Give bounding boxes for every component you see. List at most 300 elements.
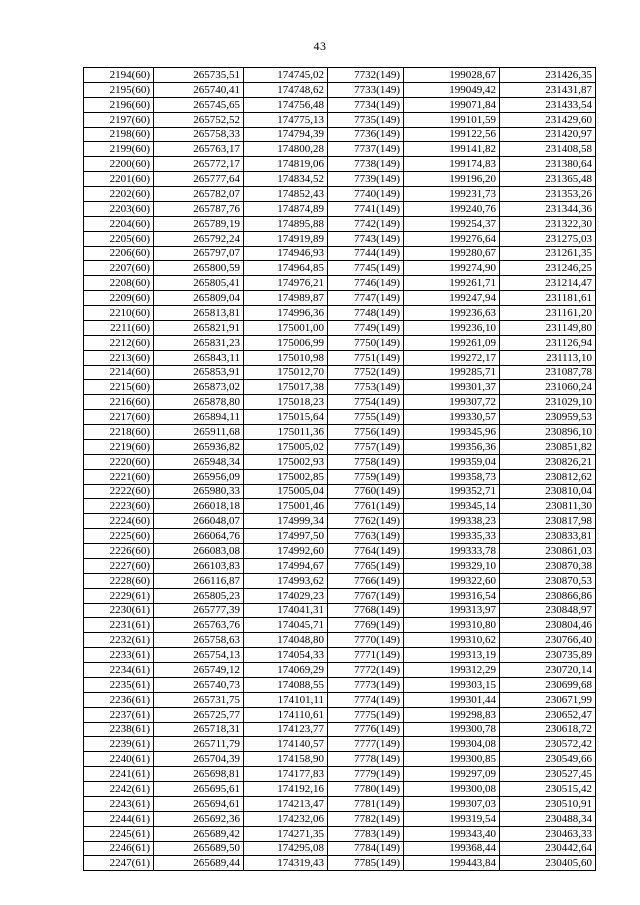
table-cell: 230652,47 [500, 707, 596, 722]
table-cell: 231113,10 [500, 350, 596, 365]
table-cell: 2226(60) [84, 544, 154, 559]
table-cell: 174295,08 [244, 841, 328, 856]
table-cell: 199049,42 [404, 82, 500, 97]
table-cell: 265763,17 [154, 142, 244, 157]
table-cell: 174045,71 [244, 618, 328, 633]
table-cell: 231029,10 [500, 395, 596, 410]
table-cell: 7771(149) [328, 648, 404, 663]
table-cell: 174319,43 [244, 856, 328, 871]
table-cell: 2203(60) [84, 201, 154, 216]
table-cell: 231365,48 [500, 172, 596, 187]
table-row [84, 722, 596, 737]
table-cell: 231380,64 [500, 157, 596, 172]
table-cell: 2215(60) [84, 380, 154, 395]
table-cell: 174213,47 [244, 796, 328, 811]
table-cell: 199338,23 [404, 514, 500, 529]
table-cell: 7774(149) [328, 692, 404, 707]
table-row [84, 514, 596, 529]
table-cell: 7772(149) [328, 663, 404, 678]
table-cell: 231408,58 [500, 142, 596, 157]
table-cell: 265777,64 [154, 172, 244, 187]
table-cell: 7741(149) [328, 201, 404, 216]
table-cell: 7785(149) [328, 856, 404, 871]
table-cell: 199071,84 [404, 97, 500, 112]
table-row [84, 410, 596, 425]
table-row [84, 335, 596, 350]
table-row [84, 469, 596, 484]
table-cell: 265763,76 [154, 618, 244, 633]
table-row [84, 454, 596, 469]
table-row [84, 350, 596, 365]
table-cell: 199300,08 [404, 782, 500, 797]
table-cell: 230861,03 [500, 544, 596, 559]
table-cell: 265980,33 [154, 484, 244, 499]
table-cell: 265758,33 [154, 127, 244, 142]
table-cell: 199330,57 [404, 410, 500, 425]
table-cell: 2217(60) [84, 410, 154, 425]
table-cell: 2231(61) [84, 618, 154, 633]
table-row [84, 68, 596, 83]
table-cell: 265754,13 [154, 648, 244, 663]
table-cell: 174989,87 [244, 291, 328, 306]
table-row [84, 276, 596, 291]
table-cell: 175011,36 [244, 425, 328, 440]
table-row [84, 573, 596, 588]
table-cell: 2202(60) [84, 187, 154, 202]
table-cell: 199301,44 [404, 692, 500, 707]
table-row [84, 856, 596, 871]
table-cell: 174994,67 [244, 558, 328, 573]
table-cell: 231149,80 [500, 320, 596, 335]
table-cell: 199303,15 [404, 677, 500, 692]
table-cell: 2232(61) [84, 633, 154, 648]
table-row [84, 439, 596, 454]
table-cell: 265698,81 [154, 767, 244, 782]
table-row [84, 425, 596, 440]
table-cell: 7776(149) [328, 722, 404, 737]
table-cell: 174993,62 [244, 573, 328, 588]
table-cell: 174088,55 [244, 677, 328, 692]
table-cell: 199122,56 [404, 127, 500, 142]
table-cell: 174140,57 [244, 737, 328, 752]
table-cell: 230735,89 [500, 648, 596, 663]
coordinates-table [83, 67, 596, 871]
table-cell: 7780(149) [328, 782, 404, 797]
table-cell: 199276,64 [404, 231, 500, 246]
table-cell: 2233(61) [84, 648, 154, 663]
table-cell: 199247,94 [404, 291, 500, 306]
table-cell: 230549,66 [500, 752, 596, 767]
table-cell: 7779(149) [328, 767, 404, 782]
table-cell: 265805,41 [154, 276, 244, 291]
table-cell: 7733(149) [328, 82, 404, 97]
table-row [84, 306, 596, 321]
table-cell: 230826,21 [500, 454, 596, 469]
table-row [84, 558, 596, 573]
table-cell: 199254,37 [404, 216, 500, 231]
table-cell: 2223(60) [84, 499, 154, 514]
table-cell: 265789,19 [154, 216, 244, 231]
table-cell: 174895,88 [244, 216, 328, 231]
table-cell: 265873,02 [154, 380, 244, 395]
table-cell: 231275,03 [500, 231, 596, 246]
table-cell: 7736(149) [328, 127, 404, 142]
table-cell: 266103,83 [154, 558, 244, 573]
table-cell: 7755(149) [328, 410, 404, 425]
table-cell: 231214,47 [500, 276, 596, 291]
table-cell: 199300,78 [404, 722, 500, 737]
table-cell: 175010,98 [244, 350, 328, 365]
table-cell: 7742(149) [328, 216, 404, 231]
table-cell: 230804,46 [500, 618, 596, 633]
table-cell: 199274,90 [404, 261, 500, 276]
table-cell: 174232,06 [244, 811, 328, 826]
table-cell: 199196,20 [404, 172, 500, 187]
table-cell: 2212(60) [84, 335, 154, 350]
table-row [84, 201, 596, 216]
table-cell: 230812,62 [500, 469, 596, 484]
table-row [84, 811, 596, 826]
table-cell: 2235(61) [84, 677, 154, 692]
table-cell: 265777,39 [154, 603, 244, 618]
table-cell: 231431,87 [500, 82, 596, 97]
table-row [84, 529, 596, 544]
table-cell: 2207(60) [84, 261, 154, 276]
table-cell: 7778(149) [328, 752, 404, 767]
table-cell: 7762(149) [328, 514, 404, 529]
table-cell: 174192,16 [244, 782, 328, 797]
table-cell: 174158,90 [244, 752, 328, 767]
table-row [84, 633, 596, 648]
table-cell: 2198(60) [84, 127, 154, 142]
table-cell: 230766,40 [500, 633, 596, 648]
table-cell: 7761(149) [328, 499, 404, 514]
table-cell: 265813,81 [154, 306, 244, 321]
table-cell: 199368,44 [404, 841, 500, 856]
table-cell: 199319,54 [404, 811, 500, 826]
table-cell: 174748,62 [244, 82, 328, 97]
table-cell: 174177,83 [244, 767, 328, 782]
table-cell: 7740(149) [328, 187, 404, 202]
table-row [84, 499, 596, 514]
table-cell: 265718,31 [154, 722, 244, 737]
table-cell: 199307,03 [404, 796, 500, 811]
table-cell: 174852,43 [244, 187, 328, 202]
table-cell: 7753(149) [328, 380, 404, 395]
table-cell: 266018,18 [154, 499, 244, 514]
table-cell: 7746(149) [328, 276, 404, 291]
table-cell: 199231,73 [404, 187, 500, 202]
coordinates-table-body [84, 68, 596, 871]
table-cell: 7757(149) [328, 439, 404, 454]
table-cell: 199345,96 [404, 425, 500, 440]
table-cell: 7767(149) [328, 588, 404, 603]
table-cell: 230870,38 [500, 558, 596, 573]
table-row [84, 157, 596, 172]
table-cell: 2240(61) [84, 752, 154, 767]
table-cell: 2247(61) [84, 856, 154, 871]
table-cell: 175012,70 [244, 365, 328, 380]
table-cell: 231353,26 [500, 187, 596, 202]
table-row [84, 692, 596, 707]
table-cell: 265797,07 [154, 246, 244, 261]
table-cell: 7763(149) [328, 529, 404, 544]
table-cell: 2242(61) [84, 782, 154, 797]
table-cell: 2234(61) [84, 663, 154, 678]
table-cell: 199141,82 [404, 142, 500, 157]
table-row [84, 826, 596, 841]
table-cell: 2209(60) [84, 291, 154, 306]
table-cell: 175005,04 [244, 484, 328, 499]
table-cell: 7748(149) [328, 306, 404, 321]
table-cell: 7732(149) [328, 68, 404, 83]
table-cell: 265694,61 [154, 796, 244, 811]
table-cell: 174271,35 [244, 826, 328, 841]
table-cell: 199333,78 [404, 544, 500, 559]
table-row [84, 187, 596, 202]
table-row [84, 291, 596, 306]
table-cell: 2199(60) [84, 142, 154, 157]
table-cell: 199101,59 [404, 112, 500, 127]
table-cell: 265894,11 [154, 410, 244, 425]
page-number: 43 [313, 39, 327, 53]
table-cell: 174029,23 [244, 588, 328, 603]
table-cell: 265725,77 [154, 707, 244, 722]
table-cell: 265704,39 [154, 752, 244, 767]
table-cell: 2197(60) [84, 112, 154, 127]
table-cell: 230833,81 [500, 529, 596, 544]
table-row [84, 395, 596, 410]
table-cell: 174054,33 [244, 648, 328, 663]
table-cell: 7764(149) [328, 544, 404, 559]
table-cell: 230848,97 [500, 603, 596, 618]
table-row [84, 588, 596, 603]
table-cell: 230959,53 [500, 410, 596, 425]
table-cell: 2205(60) [84, 231, 154, 246]
table-cell: 7750(149) [328, 335, 404, 350]
table-cell: 2243(61) [84, 796, 154, 811]
table-cell: 265689,50 [154, 841, 244, 856]
table-cell: 174834,52 [244, 172, 328, 187]
table-cell: 265735,51 [154, 68, 244, 83]
table-cell: 230618,72 [500, 722, 596, 737]
table-cell: 230488,34 [500, 811, 596, 826]
table-cell: 199352,71 [404, 484, 500, 499]
table-cell: 230699,68 [500, 677, 596, 692]
table-row [84, 142, 596, 157]
table-cell: 174997,50 [244, 529, 328, 544]
table-cell: 199329,10 [404, 558, 500, 573]
table-cell: 2200(60) [84, 157, 154, 172]
table-cell: 174874,89 [244, 201, 328, 216]
table-cell: 7769(149) [328, 618, 404, 633]
table-cell: 174976,21 [244, 276, 328, 291]
table-cell: 174123,77 [244, 722, 328, 737]
table-cell: 199359,04 [404, 454, 500, 469]
table-cell: 2244(61) [84, 811, 154, 826]
table-cell: 7777(149) [328, 737, 404, 752]
table-cell: 265745,65 [154, 97, 244, 112]
table-cell: 7768(149) [328, 603, 404, 618]
table-cell: 231181,61 [500, 291, 596, 306]
table-cell: 174996,36 [244, 306, 328, 321]
table-cell: 265936,82 [154, 439, 244, 454]
table-cell: 265740,73 [154, 677, 244, 692]
table-cell: 199304,08 [404, 737, 500, 752]
table-cell: 230442,64 [500, 841, 596, 856]
table-row [84, 82, 596, 97]
table-cell: 266116,87 [154, 573, 244, 588]
table-cell: 199345,14 [404, 499, 500, 514]
table-cell: 174756,48 [244, 97, 328, 112]
table-cell: 7749(149) [328, 320, 404, 335]
table-cell: 199236,63 [404, 306, 500, 321]
table-cell: 199322,60 [404, 573, 500, 588]
table-cell: 7775(149) [328, 707, 404, 722]
table-cell: 174800,28 [244, 142, 328, 157]
table-row [84, 648, 596, 663]
table-cell: 7751(149) [328, 350, 404, 365]
table-cell: 230896,10 [500, 425, 596, 440]
table-cell: 199285,71 [404, 365, 500, 380]
table-cell: 230866,86 [500, 588, 596, 603]
table-cell: 265711,79 [154, 737, 244, 752]
table-cell: 7737(149) [328, 142, 404, 157]
table-cell: 175005,02 [244, 439, 328, 454]
table-cell: 7760(149) [328, 484, 404, 499]
table-cell: 265843,11 [154, 350, 244, 365]
table-cell: 265692,36 [154, 811, 244, 826]
table-cell: 7781(149) [328, 796, 404, 811]
table-cell: 2246(61) [84, 841, 154, 856]
table-cell: 265821,91 [154, 320, 244, 335]
table-cell: 265772,17 [154, 157, 244, 172]
table-cell: 266048,07 [154, 514, 244, 529]
table-cell: 231261,35 [500, 246, 596, 261]
table-cell: 174946,93 [244, 246, 328, 261]
table-cell: 199316,54 [404, 588, 500, 603]
table-cell: 2195(60) [84, 82, 154, 97]
table-cell: 174110,61 [244, 707, 328, 722]
table-cell: 2211(60) [84, 320, 154, 335]
table-cell: 2204(60) [84, 216, 154, 231]
table-cell: 7758(149) [328, 454, 404, 469]
table-cell: 199313,19 [404, 648, 500, 663]
table-cell: 7752(149) [328, 365, 404, 380]
table-row [84, 216, 596, 231]
table-cell: 7782(149) [328, 811, 404, 826]
table-cell: 230810,04 [500, 484, 596, 499]
table-cell: 2218(60) [84, 425, 154, 440]
table-cell: 230811,30 [500, 499, 596, 514]
table-cell: 199356,36 [404, 439, 500, 454]
table-cell: 265782,07 [154, 187, 244, 202]
table-cell: 230510,91 [500, 796, 596, 811]
table-cell: 230851,82 [500, 439, 596, 454]
table-row [84, 618, 596, 633]
table-cell: 7743(149) [328, 231, 404, 246]
table-cell: 175018,23 [244, 395, 328, 410]
table-cell: 2229(61) [84, 588, 154, 603]
table-cell: 2228(60) [84, 573, 154, 588]
table-cell: 199312,29 [404, 663, 500, 678]
table-cell: 265731,75 [154, 692, 244, 707]
table-cell: 7745(149) [328, 261, 404, 276]
table-cell: 7734(149) [328, 97, 404, 112]
table-row [84, 796, 596, 811]
table-cell: 2201(60) [84, 172, 154, 187]
table-cell: 265740,41 [154, 82, 244, 97]
table-row [84, 841, 596, 856]
table-cell: 199443,84 [404, 856, 500, 871]
table-cell: 265911,68 [154, 425, 244, 440]
table-row [84, 127, 596, 142]
table-cell: 7773(149) [328, 677, 404, 692]
table-cell: 199313,97 [404, 603, 500, 618]
table-cell: 7739(149) [328, 172, 404, 187]
table-cell: 175002,85 [244, 469, 328, 484]
table-cell: 174819,06 [244, 157, 328, 172]
table-cell: 199335,33 [404, 529, 500, 544]
table-cell: 199028,67 [404, 68, 500, 83]
table-cell: 174041,31 [244, 603, 328, 618]
table-cell: 175001,46 [244, 499, 328, 514]
table-cell: 230817,98 [500, 514, 596, 529]
table-cell: 231246,25 [500, 261, 596, 276]
table-cell: 2224(60) [84, 514, 154, 529]
table-cell: 174919,89 [244, 231, 328, 246]
table-cell: 7766(149) [328, 573, 404, 588]
table-cell: 199236,10 [404, 320, 500, 335]
table-cell: 199261,09 [404, 335, 500, 350]
table-cell: 199297,09 [404, 767, 500, 782]
table-cell: 199310,62 [404, 633, 500, 648]
table-cell: 265758,63 [154, 633, 244, 648]
table-cell: 231060,24 [500, 380, 596, 395]
table-cell: 230870,53 [500, 573, 596, 588]
table-row [84, 231, 596, 246]
table-cell: 265948,34 [154, 454, 244, 469]
table-row [84, 603, 596, 618]
table-cell: 231429,60 [500, 112, 596, 127]
table-row [84, 677, 596, 692]
table-cell: 265809,04 [154, 291, 244, 306]
table-cell: 199300,85 [404, 752, 500, 767]
table-row [84, 782, 596, 797]
table-cell: 265752,52 [154, 112, 244, 127]
table-cell: 266064,76 [154, 529, 244, 544]
table-cell: 2194(60) [84, 68, 154, 83]
table-cell: 231322,30 [500, 216, 596, 231]
table-cell: 199261,71 [404, 276, 500, 291]
table-cell: 265689,44 [154, 856, 244, 871]
table-cell: 2238(61) [84, 722, 154, 737]
table-row [84, 97, 596, 112]
table-cell: 265805,23 [154, 588, 244, 603]
table-cell: 199358,73 [404, 469, 500, 484]
table-cell: 7744(149) [328, 246, 404, 261]
table-cell: 231087,78 [500, 365, 596, 380]
table-cell: 265800,59 [154, 261, 244, 276]
table-cell: 231433,54 [500, 97, 596, 112]
table-row [84, 767, 596, 782]
table-cell: 265956,09 [154, 469, 244, 484]
table-cell: 199343,40 [404, 826, 500, 841]
table-cell: 199307,72 [404, 395, 500, 410]
table-cell: 174794,39 [244, 127, 328, 142]
table-cell: 2221(60) [84, 469, 154, 484]
table-cell: 2219(60) [84, 439, 154, 454]
